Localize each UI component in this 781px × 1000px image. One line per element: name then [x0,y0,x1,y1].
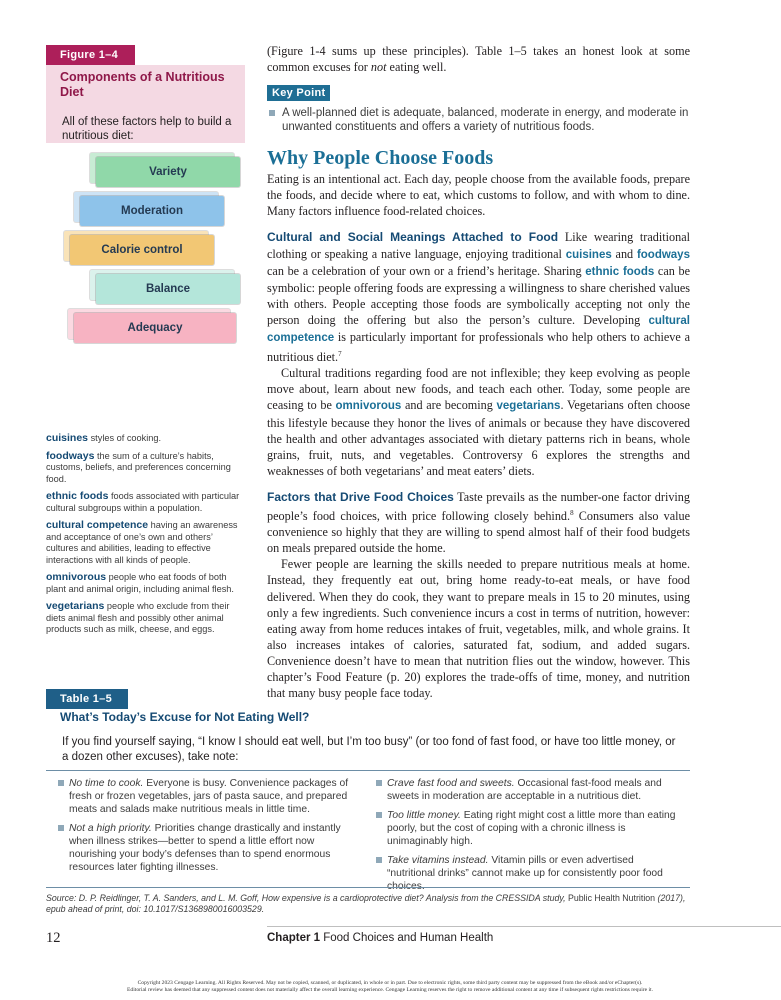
bullet-square-icon [376,812,382,818]
glossary-entry [46,572,246,595]
chapter-title: Food Choices and Human Health [320,932,494,944]
glossary-definition: the sum of a culture’s habits, customs, beliefs, and preferences concerning food. [46,450,231,484]
food-choices-paragraph [267,489,690,556]
keyword-cultural-competence: cultural competence [267,314,690,345]
margin-glossary [46,433,246,642]
excuse-lead: Too little money. [387,810,461,821]
block-calorie-control [64,231,214,265]
text-run: and are becoming [401,398,497,413]
main-column [267,43,690,701]
table-source [46,893,690,915]
source-text: Source: D. P. Reidlinger, T. A. Sanders, and L. M. Goff, How expensive is a cardioprotective diet? Analysis from the CRESSIDA study, [46,893,569,903]
bullet-square-icon [376,857,382,863]
reference-8: 8 [570,509,574,518]
keyword-cuisines: cuisines [565,248,612,261]
key-point-text: A well-planned diet is adequate, balanced, moderate in energy, and moderate in unwanted constituents and offers a variety of nutritious foods. [282,107,689,134]
glossary-term: cuisines [46,432,89,444]
text-run: is particularly important for professionals who help others to achieve a nutritious diet. [267,330,690,365]
excuse-lead: No time to cook. [69,778,144,789]
block-adequacy [68,309,236,343]
text-run: . Vegetarians often choose this lifestyle because they honor the lives of animals or because they have discovered the health and other advantages associated with dietary patterns rich in beans, whole grains, fruit, nuts, and vegetables. Controversy 6 explores the strengths and weaknesses of both vegetarians’ and meat eaters’ diets. [267,398,690,478]
table-left-column [54,777,359,880]
block-variety [90,153,240,187]
keyword-vegetarians: vegetarians [496,400,561,413]
glossary-entry [46,491,246,514]
excuse-text: Vitamin pills or even advertised “nutritional drinks” cannot make up for consistently poor food [387,855,663,879]
figure-caption: All of these factors help to build a nutritious diet: [62,116,232,142]
text-run: Consumers also value convenience so highly that they are willing to spend almost half of their food budgets on meals prepared outside the home. [267,509,691,556]
list-item [372,777,682,803]
glossary-definition: having an awareness and acceptance of one’s own and others’ cultures and abilities, leading to effective interactions with all kinds of people. [46,520,238,565]
bullet-square-icon [58,825,64,831]
table-label: Table 1–5 [46,689,128,709]
cultural-traditions-paragraph [267,365,690,479]
block-label: Moderation [80,196,224,226]
copyright-notice [60,980,720,994]
glossary-entry [46,433,246,445]
divider [46,887,690,888]
intro-paragraph [267,43,690,75]
intro-emphasis: not [370,60,387,75]
figure-title: Components of a Nutritious Diet [60,70,225,99]
table-right-column [372,777,682,899]
intro-text: (Figure 1-4 sums up these principles). Table 1–5 takes an honest look at some common excuses for [267,44,690,75]
list-item [54,822,359,874]
glossary-term: ethnic foods [46,490,109,502]
page-number: 12 [46,930,61,946]
source-text-end: (2017), epub ahead of print, doi: 10.1017/S1368980016003529. [46,893,686,914]
text-run: can be symbolic: people offering foods are expressing a willingness to share cherished values with others. People accepting those foods are symbolically accepting not only the person doing the offering but also the person’s culture. Developing [267,263,690,327]
glossary-term: foodways [46,449,95,462]
text-run: Like wearing traditional clothing or speaking a native language, enjoying traditional [267,230,690,261]
glossary-entry [46,451,246,486]
bullet-square-icon [269,110,275,116]
keyword-ethnic-foods: ethnic foods [585,265,655,278]
subhead-food-choices: Factors that Drive Food Choices [267,489,454,504]
excuse-text: Everyone is busy. Convenience packages of fresh or frozen vegetables, jars of pasta sauce, and prepared meats and salads make nutritious meals in little time. [69,778,349,815]
glossary-definition: foods associated with particular cultural subgroups within a population. [46,491,240,513]
keyword-omnivorous: omnivorous [335,400,402,413]
block-label: Variety [96,157,240,187]
glossary-entry [46,601,246,636]
list-item [54,777,359,816]
source-journal: Public Health Nutrition [568,893,656,903]
block-label: Calorie control [70,235,214,265]
intro-text-end: eating well. [386,60,447,75]
table-intro: If you find yourself saying, “I know I should eat well, but I’m too busy” (or too fond of fast food, or have too little money, or a dozen other excuses), take note: [62,736,676,763]
key-point-label: Key Point [267,85,330,101]
bullet-square-icon [58,780,64,786]
glossary-entry [46,520,246,566]
table-title: What’s Today’s Excuse for Not Eating Well? [60,710,310,724]
text-run: and [611,246,637,261]
list-item [372,809,682,848]
block-moderation [74,192,224,226]
key-point-item [267,106,690,134]
block-label: Balance [96,274,240,304]
excuse-text: Eating right might cost a little more than eating poorly, but the cost of coping with a chronic illness is unimaginably high. [387,810,676,847]
copyright-line: Copyright 2023 Cengage Learning. All Rights Reserved. May not be copied, scanned, or duplicated, in whole or in part. Due to electronic rights, some third party content may be suppressed from the eBook and/or eChapter(s). [137,980,643,986]
text-run: can be a celebration of your own or a friend’s heritage. Sharing [267,263,586,278]
glossary-definition: people who exclude from their diets animal flesh and possibly other animal products such as milk, cheese, and eggs. [46,601,230,634]
cultural-meanings-paragraph [267,229,690,365]
keyword-foodways: foodways [636,248,690,261]
excuse-lead: Not a high priority. [69,823,152,834]
glossary-definition: people who eat foods of both plant and animal origin, including animal flesh. [46,572,234,594]
section-intro: Eating is an intentional act. Each day, people choose from the available foods, prepare the foods, and decide where to eat, which customs to follow, and with whom to dine. Many factors influence food-related choices. [267,172,690,219]
excuse-lead: Take vitamins instead. [387,855,489,866]
glossary-term: cultural competence [46,519,149,531]
bullet-square-icon [376,780,382,786]
convenience-paragraph: Fewer people are learning the skills needed to prepare nutritious meals at home. Instead, they frequently eat out, bring home ready-to-eat meals, or have food delivered. When they do cook, they want to prepare meals in 15 to 20 minutes, using only a few ingredients. Such convenience incurs a cost in terms of nutrition, however: eating away from home reduces intakes of fruit, vegetables, milk, and whole grains. It also increases intakes of calories, saturated fat, sodium, and added sugars. Convenience doesn’t have to mean that nutrition flies out the window, however. This chapter’s Food Feature (p. 20) explores the trade-offs of time, money, and nutrition that many busy people face today. [267,557,690,701]
glossary-term: vegetarians [46,600,105,612]
footer-divider [267,926,781,927]
section-title: Why People Choose Foods [267,147,494,170]
figure-label: Figure 1–4 [46,45,135,65]
block-label: Adequacy [74,313,236,343]
diet-components-diagram [60,153,240,368]
reference-7: 7 [338,350,342,359]
glossary-definition: styles of cooking. [88,433,162,443]
glossary-term: omnivorous [46,571,107,583]
excuse-text: Priorities change drastically and instantly when illness strikes—better to spend a little effort now nourishing your body’s defenses than to spend enormous resources later fighting illnesses. [69,823,341,873]
text-run: Taste prevails as the number-one factor driving people’s food choices, with price following closely behind. [267,489,690,524]
text-run: Cultural traditions regarding food are not inflexible; they keep evolving as people move about, learn about new foods, and teach each other. Today, some people are ceasing to be [267,366,690,413]
excuse-text: Occasional fast-food meals and sweets in moderation are acceptable in a nutritious diet. [387,778,662,802]
block-balance [90,270,240,304]
subhead-cultural-meanings: Cultural and Social Meanings Attached to Food [267,230,559,245]
figure-1-4 [46,45,245,455]
running-footer [267,932,493,944]
divider [46,770,690,771]
chapter-label: Chapter 1 [267,932,321,944]
copyright-line: Editorial review has deemed that any suppressed content does not materially affect the overall learning experience. Cengage Learning reserves the right to remove additional content at any time if subsequent rights restrictions require it. [127,987,653,993]
excuse-lead: Crave fast food and sweets. [387,778,515,789]
